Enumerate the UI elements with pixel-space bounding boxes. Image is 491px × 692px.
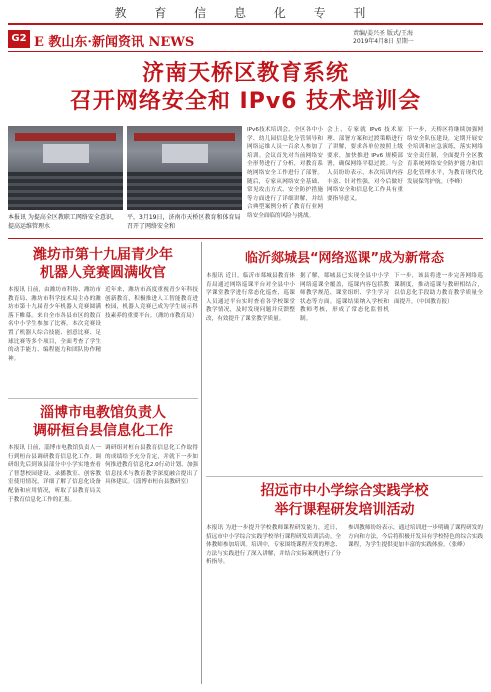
masthead-rule xyxy=(8,51,483,52)
linyi-col-3: 下一步，该县将进一步完善网络巡课制度，推动巡课与教研相结合，以信息化手段助力教育教学质量全面提升。（中国教育报） xyxy=(394,273,483,305)
weifang-col-1: 本报讯 日前，由潍坊市科协、潍坊市教育局、潍坊市科学技术局主办的潍坊市第十九届青少年机器人竞赛圆满落下帷幕。来自全市各县市区的数百名中小学生参加了比赛。本次竞赛设置了机器人综合技能、创意比赛、足球比赛等多个项目，全面考查了学生的动手能力、编程能力和团队协作精神。 xyxy=(8,287,101,362)
photo-caption-1: 本报讯 为提高全区教职工网络安全意识，提高运维管理水 xyxy=(8,214,118,230)
masthead xyxy=(8,30,483,50)
page-meta xyxy=(353,30,483,46)
linyi-col-2: 据了解，郯城县已实现全县中小学网络巡课全覆盖，巡课内容包括教师教学规范、课堂组织、学生学习状态等方面。巡课结果纳入学校和教师考核，形成了常态化监督机制。 xyxy=(300,273,389,322)
photo-caption-2: 平，3月19日，济南市天桥区教育和体育局召开了网络安全和 xyxy=(127,214,241,230)
zhaoyuan-article-title xyxy=(206,482,483,520)
zibo-col-1: 本报讯 日前，淄博市电教馆负责人一行到桓台县调研教育信息化工作。调研组先后到该县部分中小学实地查看了智慧校园建设、录播教室、创客教室使用情况，详细了解了信息化设备配备和应用情况，听取了县教育局关于教育信息化工作的汇报。 xyxy=(8,445,101,503)
right-divider xyxy=(206,476,483,477)
meta-line-1: 责编/姜兴圣 版式/王海 xyxy=(353,30,413,37)
zibo-title-line1: 淄博市电教馆负责人 xyxy=(40,405,166,421)
zibo-col-2: 调研组对桓台县教育信息化工作取得的成绩给予充分肯定，并就下一步如何推进教育信息化2.0行动计划、加强信息技术与教育教学深度融合提出了具体建议。（淄博市桓台县教研室） xyxy=(105,445,198,486)
linyi-article-title: 临沂郯城县“网络巡课”成为新常态 xyxy=(244,251,445,266)
brand-title: E 教山东·新闻资讯 NEWS xyxy=(34,35,195,50)
column-divider xyxy=(201,242,202,684)
weifang-article-title xyxy=(8,246,198,282)
weifang-title-line2: 机器人竞赛圆满收官 xyxy=(40,265,166,281)
page-badge: G2 xyxy=(8,30,30,48)
zhaoyuan-title-line2: 举行课程研发培训活动 xyxy=(274,502,415,518)
zibo-article-title xyxy=(8,404,198,440)
section-divider xyxy=(8,238,483,239)
left-divider xyxy=(8,398,198,399)
lead-title-line1: 济南天桥区教育系统 xyxy=(141,61,349,86)
lead-body-col-1: IPv6技术培训会。全区各中小学、幼儿园信息化分管领导和网络运维人员一百余人参加了培训。会议首先对当前网络安全形势进行了分析，对教育系统网络安全工作进行了部署。随后，专家从网络安全基础、常见攻击方式、安全防护措施等方面进行了详细讲解，并结合典型案例分析了教育行业网络安全面临的风险与挑战。 xyxy=(247,127,323,219)
lead-body-col-3: 下一步，天桥区将继续加强网络安全队伍建设，定期开展安全培训和应急演练，落实网络安全责任制，全面提升全区教育系统网络安全防护能力和信息化管理水平，为教育现代化发展保驾护航。（李峰） xyxy=(407,127,483,185)
lead-body-col-2: 会上，专家就 IPv6 技术原理、部署方案和过渡策略进行了讲解，要求各单位按照上级要求，加快推进 IPv6 规模部署，确保网络平稳过渡。与会人员纷纷表示，本次培训内容丰富、针对性强，对今后做好网络安全和信息化工作具有重要指导意义。 xyxy=(327,127,403,202)
section-header xyxy=(0,0,491,26)
header-rule xyxy=(8,23,483,25)
zhaoyuan-col-2: 参训教师纷纷表示，通过培训进一步明确了课程研发的方向和方法，今后将积极开发具有学校特色的综合实践课程，为学生提供更加丰富的实践体验。（张峰） xyxy=(348,525,483,549)
weifang-col-2: 近年来，潍坊市高度重视青少年科技创新教育，积极推进人工智能教育进校园，机器人竞赛已成为学生展示科技素养的重要平台。（潍坊市教育局） xyxy=(105,287,198,319)
zhaoyuan-title-line1: 招远市中小学综合实践学校 xyxy=(260,483,429,499)
lead-photo-1 xyxy=(8,126,123,210)
section-title: 教 育 信 息 化 专 刊 xyxy=(114,6,378,20)
weifang-title-line1: 潍坊市第十九届青少年 xyxy=(33,247,173,263)
linyi-col-1: 本报讯 近日，临沂市郯城县教育体育局通过网络巡课平台对全县中小学课堂教学进行常态化巡查，巡课人员通过平台实时查看各学校课堂教学情况，及时发现问题并反馈整改，有效提升了课堂教学质量。 xyxy=(206,273,295,322)
zibo-title-line2: 调研桓台县信息化工作 xyxy=(33,423,173,439)
lead-title-line2: 召开网络安全和 IPv6 技术培训会 xyxy=(69,89,422,114)
lead-photo-2 xyxy=(127,126,242,210)
lead-headline xyxy=(8,60,483,116)
meta-line-2: 2019年4月8日 星期一 xyxy=(353,38,414,45)
zhaoyuan-col-1: 本报讯 为进一步提升学校教师课程研发能力，近日，招远市中小学综合实践学校举行课程研发培训活动。全体教师参加培训。培训中，专家围绕课程开发的理念、方法与实践进行了深入讲解，并结合实际案例进行了分析指导。 xyxy=(206,525,341,566)
